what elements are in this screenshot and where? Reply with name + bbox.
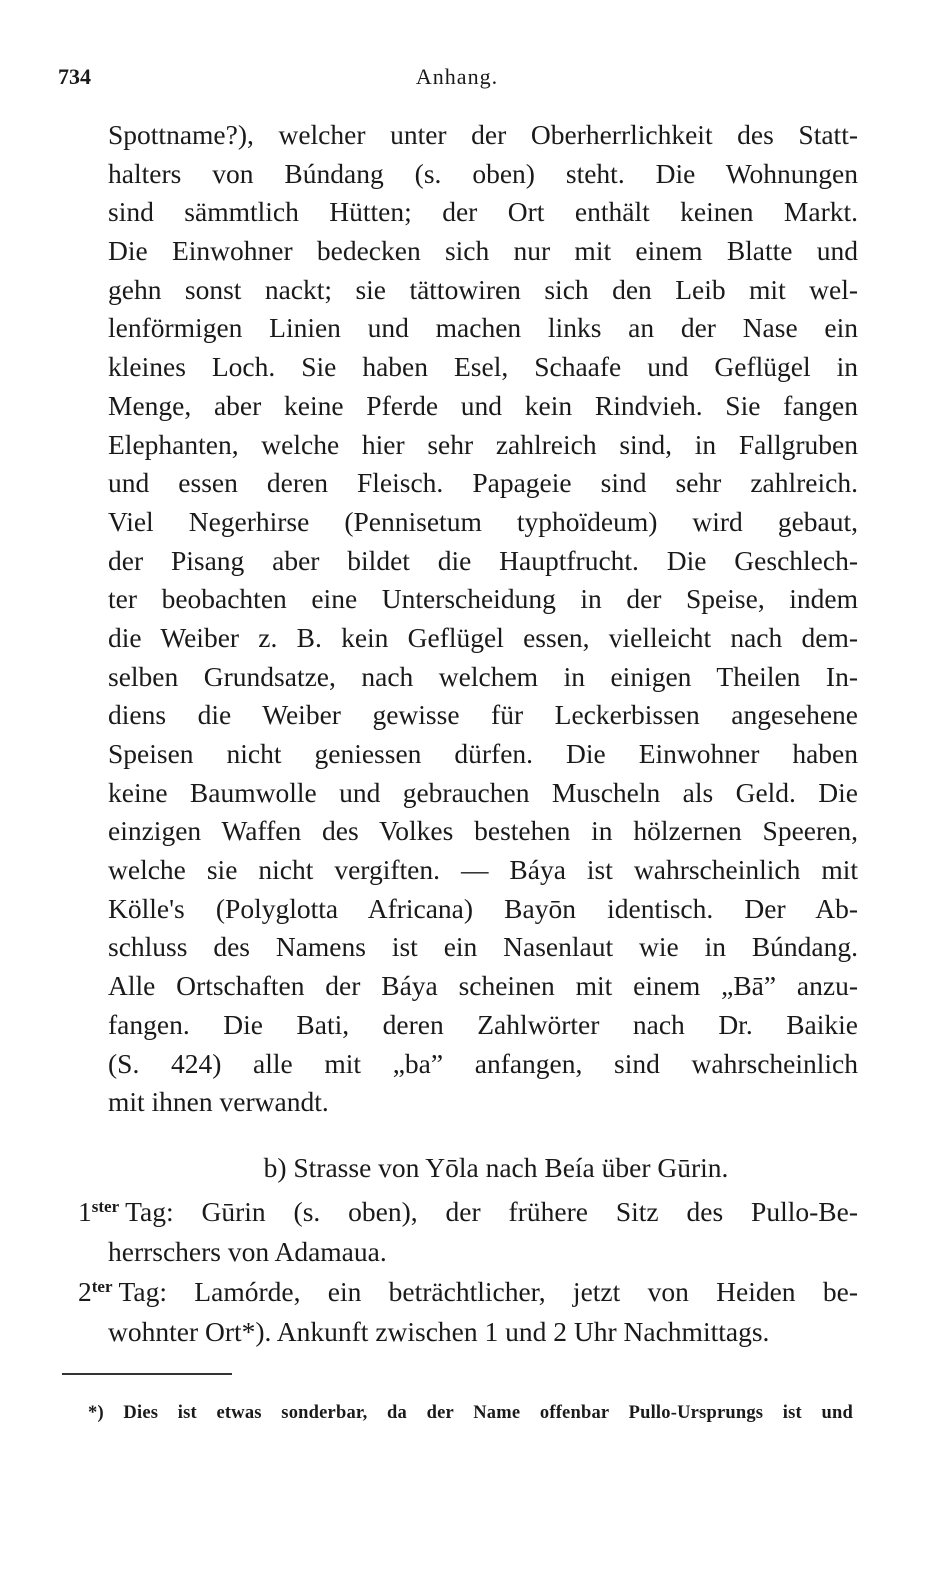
text-line: halters von Búndang (s. oben) steht. Die Wohnungen: [108, 157, 858, 189]
text-line: Spottname?), welcher unter der Oberherrlichkeit des Statt-: [108, 119, 858, 150]
entry-continuation: wohnter Ort*). Ankunft zwischen 1 und 2 Uhr Nachmittags.: [108, 1316, 770, 1347]
entry-ordinal: ster: [91, 1197, 120, 1216]
text-line: Alle Ortschaften der Báya scheinen mit einem „Bā” anzu-: [108, 970, 858, 1002]
entry-number: 2: [78, 1276, 92, 1307]
footnote: *) Dies ist etwas sonderbar, da der Name offenbar Pullo-Ursprungs ist und: [88, 1403, 853, 1423]
entry-first-line: [78, 1272, 858, 1312]
text-line: Elephanten, welche hier sehr zahlreich sind, in Fallgruben: [108, 428, 858, 460]
text-line: (S. 424) alle mit „ba” anfangen, sind wahrscheinlich: [108, 1047, 858, 1079]
text-line: selben Grundsatze, nach welchem in einigen Theilen In-: [108, 660, 858, 692]
entry-text: Tag: Gūrin (s. oben), der frühere Sitz des Pullo-Be-: [125, 1196, 858, 1227]
text-line: welche sie nicht vergiften. — Báya ist wahrscheinlich mit: [108, 854, 858, 886]
section-heading: b) Strasse von Yōla nach Beía über Gūrin.: [263, 1152, 729, 1183]
text-line: diens die Weiber gewisse für Leckerbissen angesehene: [108, 699, 858, 731]
text-line: und essen deren Fleisch. Papageie sind sehr zahlreich.: [108, 467, 858, 499]
entry-ordinal: ter: [91, 1277, 113, 1296]
text-line: Menge, aber keine Pferde und kein Rindvieh. Sie fangen: [108, 389, 858, 421]
text-line: einzigen Waffen des Volkes bestehen in hölzernen Speeren,: [108, 815, 858, 847]
running-title: Anhang.: [415, 64, 499, 89]
footnote-rule: [62, 1373, 232, 1375]
text-line: mit ihnen verwandt.: [108, 1086, 329, 1118]
entry-text: Tag: Lamórde, ein beträchtlicher, jetzt von Heiden be-: [118, 1276, 858, 1307]
text-line: Speisen nicht geniessen dürfen. Die Einwohner haben: [108, 738, 858, 769]
text-line: gehn sonst nackt; sie tättowiren sich den Leib mit wel-: [108, 273, 858, 305]
entry-number: 1: [78, 1196, 92, 1227]
text-line: schluss des Namens ist ein Nasenlaut wie in Búndang.: [108, 931, 858, 963]
text-line: ter beobachten eine Unterscheidung in der Speise, indem: [108, 583, 858, 615]
text-line: die Weiber z. B. kein Geflügel essen, vielleicht nach dem-: [108, 621, 858, 653]
text-line: Viel Negerhirse (Pennisetum typhoïdeum) wird gebaut,: [108, 505, 858, 537]
entry-first-line: [78, 1192, 858, 1232]
itinerary-entries: [78, 1192, 858, 1352]
text-line: Die Einwohner bedecken sich nur mit einem Blatte und: [108, 235, 858, 267]
main-paragraph: [108, 116, 858, 1122]
entry-continuation: herrschers von Adamaua.: [108, 1236, 387, 1267]
text-line: sind sämmtlich Hütten; der Ort enthält keinen Markt.: [108, 196, 858, 228]
text-line: kleines Loch. Sie haben Esel, Schaafe und Geflügel in: [108, 351, 858, 383]
page-header: [58, 64, 856, 100]
text-line: der Pisang aber bildet die Hauptfrucht. Die Geschlech-: [108, 544, 858, 576]
text-line: fangen. Die Bati, deren Zahlwörter nach Dr. Baikie: [108, 1008, 858, 1040]
text-line: Kölle's (Polyglotta Africana) Bayōn identisch. Der Ab-: [108, 892, 858, 924]
page-number: 734: [58, 64, 91, 89]
text-line: keine Baumwolle und gebrauchen Muscheln als Geld. Die: [108, 776, 858, 808]
text-line: lenförmigen Linien und machen links an der Nase ein: [108, 312, 858, 344]
